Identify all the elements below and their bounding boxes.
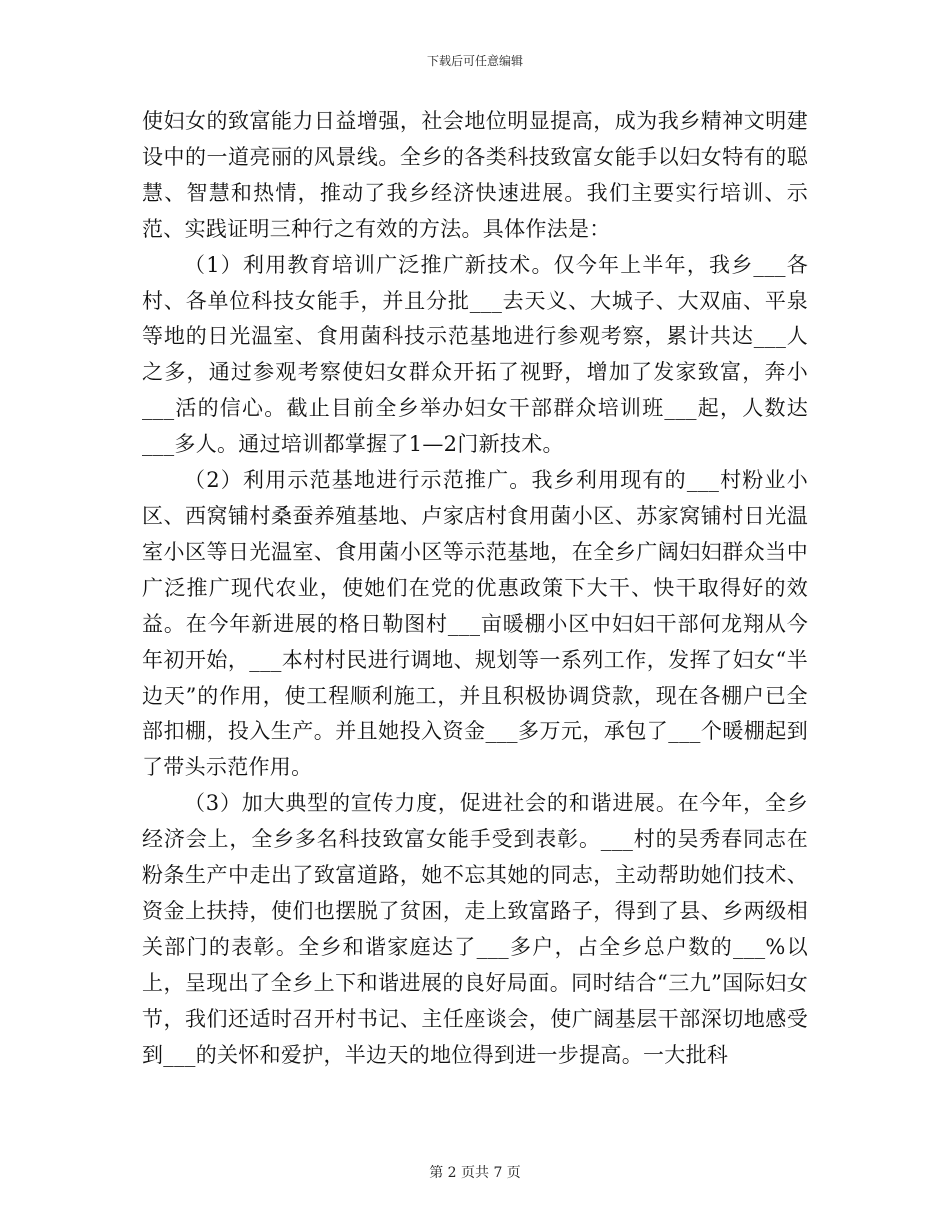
paragraph-item-2: （2）利用示范基地进行示范推广。我乡利用现有的___村粉业小区、西窝铺村桑蚕养殖基地、卢家店村食用菌小区、苏家窝铺村日光温室小区等日光温室、食用菌小区等示范基地，在全乡广阔妇妇群众当中广泛推广现代农业，使她们在党的优惠政策下大干、快干取得好的效益。在今年新进展的格日勒图村___亩暖棚小区中妇妇干部何龙翔从今年初开始，___本村村民进行调地、规划等一系列工作，发挥了妇女“半边天”的作用，使工程顺利施工，并且积极协调贷款，现在各棚户已全部扣棚，投入生产。并且她投入资金___多万元，承包了___个暖棚起到了带头示范作用。: [142, 468, 808, 780]
paragraph-item-3: （3）加大典型的宣传力度，促进社会的和谐进展。在今年，全乡经济会上，全乡多名科技致富女能手受到表彰。___村的吴秀春同志在粉条生产中走出了致富道路，她不忘其她的同志，主动帮助她们技术、资金上扶持，使们也摆脱了贫困，走上致富路子，得到了县、乡两级相关部门的表彰。全乡和谐家庭达了___多户，占全乡总户数的___%以上，呈现出了全乡上下和谐进展的良好局面。同时结合“三九”国际妇女节，我们还适时召开村书记、主任座谈会，使广阔基层干部深切地感受到___的关怀和爱护，半边天的地位得到进一步提高。一大批科: [142, 791, 808, 1067]
paragraph-intro: 使妇女的致富能力日益增强，社会地位明显提高，成为我乡精神文明建设中的一道亮丽的风景线。全乡的各类科技致富女能手以妇女特有的聪慧、智慧和热情，推动了我乡经济快速进展。我们主要实行培训、示范、实践证明三种行之有效的方法。具体作法是：: [142, 109, 808, 241]
page-header: 下载后可任意编辑: [426, 54, 523, 68]
paragraph-item-1: （1）利用教育培训广泛推广新技术。仅今年上半年，我乡___各村、各单位科技女能手，并且分批___去天义、大城子、大双庙、平泉等地的日光温室、食用菌科技示范基地进行参观考察，累计共达___人之多，通过参观考察使妇女群众开拓了视野，增加了发家致富，奔小___活的信心。截止目前全乡举办妇女干部群众培训班___起，人数达___多人。通过培训都掌握了1—2门新技术。: [142, 252, 808, 457]
page-number: 第 2 页共 7 页: [429, 1165, 521, 1181]
document-body: [142, 104, 808, 1073]
